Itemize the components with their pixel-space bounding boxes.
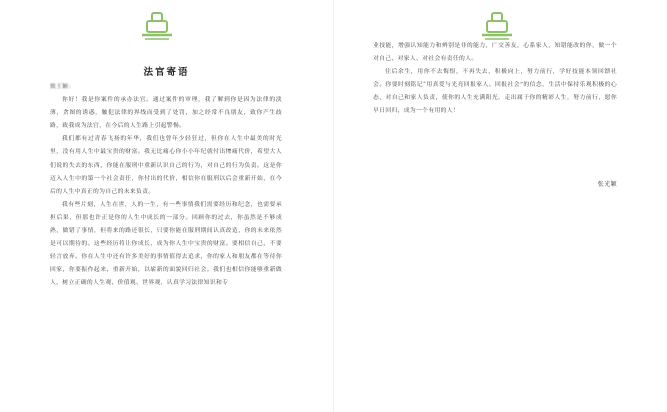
salutation: 致王颖： xyxy=(50,84,75,90)
paragraph: 业技能，增强认知能力和辨别是非的能力，广交善友，心系家人，知错能改的你，做一个对自己、对家人、对社会有责任的人。 xyxy=(373,43,617,63)
letter-body xyxy=(50,81,282,381)
paragraph: 你好！我是你案件的承办法官。通过案件的审理，我了解到你是因为法律的淡薄，贪图的诱惑，触犯法律的界线而受到了处罚，加之经常不良朋友，致你产生歧路，致我成为法官，在今后的人生路上引起警惕。 xyxy=(50,97,282,130)
binder-clip-icon xyxy=(480,12,514,42)
paragraph: 我有些片刻，人生在世，人的一生，有一些事情我们需要经历和纪念，也需要承担后果，但那也许正是你的人生中成长的一部分。回顾你的过去，你虽然是不够成熟，做错了事情，但将来的路还很长，只要你能在服刑期间认真改造，你的未来依然是可以期待的。这些经历将让你成长，成为你人生中宝贵的财富。要相信自己，不要轻言放弃。你在人生中还有许多美好的事情值得去追求，你的家人和朋友都在等待你回家，你要振作起来，重新开始，以崭新的面貌回归社会。我们也相信你能够重新做人，树立正确的人生观、价值观、世界观，认真学习法律知识和专 xyxy=(50,201,282,287)
letter-body-continued xyxy=(373,40,617,200)
left-page xyxy=(0,0,333,412)
signature: 张光颖 xyxy=(597,181,617,188)
paragraph: 往后余生，用你不去悔恨，不再失去，积极向上，努力前行，学好技能本领回馈社会。你要时刻铭记“用真爱与光亮回报家人、回报社会”的信念，生活中保持乐观积极的心态，对自己和家人负责，使你的人生充满阳光，走出属于你的精彩人生，努力前行，愿你早日回归，成为一个有用的人！ xyxy=(373,69,617,115)
binder-clip-icon xyxy=(140,12,174,42)
page-title: 法官寄语 xyxy=(143,67,190,78)
paragraph: 我们都有过青春飞扬的年华，我们也曾年少轻狂过，但你在人生中最美的时光里，没有用人生中最宝贵的财富。我无比痛心你小小年纪就付出惨痛代价，希望大人们说的失去的东西，你能在服刑中重新认识自己的行为，对自己的行为负责。这是你迈入人生中的第一个社会责任，你付出的代价，相信你在服刑以后会重新开始，在今后的人生中真正的为自己的未来负责。 xyxy=(50,136,282,195)
right-page xyxy=(334,0,667,412)
